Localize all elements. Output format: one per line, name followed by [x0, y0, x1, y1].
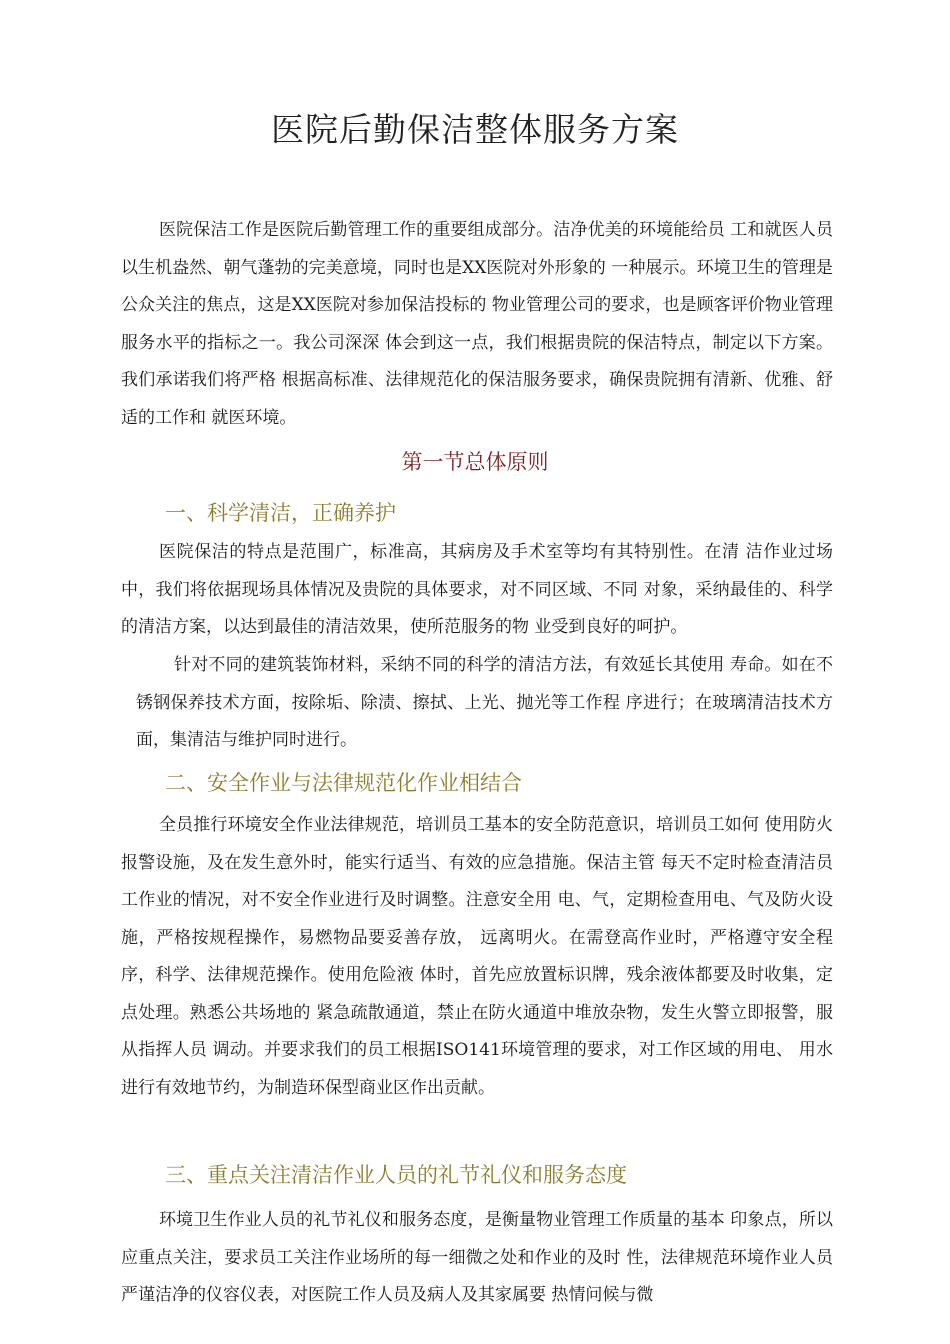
subsection-title-2: 二、安全作业与法律规范化作业相结合 — [165, 771, 522, 795]
subsection-title-3: 三、重点关注清洁作业人员的礼节礼仪和服务态度 — [165, 1163, 627, 1187]
subsection-3-paragraph: 环境卫生作业人员的礼节礼仪和服务态度，是衡量物业管理工作质量的基本 印象点，所以应重点关注，要求员工关注作业场所的每一细微之处和作业的及时 性，法律规范环境作业人员严谨洁净的仪容仪表，对医院工作人员及病人及其家属要 热情问候与微 — [121, 1210, 833, 1305]
subsection-2-paragraph: 全员推行环境安全作业法律规范，培训员工基本的安全防范意识，培训员工如何 使用防火报警设施，及在发生意外时，能实行适当、有效的应急措施。保洁主管 每天不定时检查清洁员工作业的情况，对不安全作业进行及时调整。注意安全用 电、气，定期检查用电、气及防火设施，严格按规程操作，易燃物品要妥善存放， 远离明火。在需登高作业时，严格遵守安全程序，科学、法律规范操作。使用危险液 体时，首先应放置标识牌，残余液体都要及时收集，定点处理。熟悉公共场地的 紧急疏散通道，禁止在防火通道中堆放杂物，发生火警立即报警，服从指挥人员 调动。并要求我们的员工根据ISO141环境管理的要求，对工作区域的用电、 用水进行有效地节约，为制造环保型商业区作出贡献。 — [121, 815, 833, 1098]
subsection-1-paragraph-1: 医院保洁的特点是范围广，标准高，其病房及手术室等均有其特别性。在清 洁作业过场中，我们将依据现场具体情况及贵院的具体要求，对不同区域、不同 对象，采纳最佳的、科学的清洁方案，以达到最佳的清洁效果，使所范服务的物 业受到良好的呵护。 — [121, 542, 833, 637]
section-title: 第一节总体原则 — [401, 450, 549, 474]
document-title: 医院后勤保洁整体服务方案 — [271, 110, 679, 149]
intro-paragraph: 医院保洁工作是医院后勤管理工作的重要组成部分。洁净优美的环境能给员 工和就医人员以生机盎然、朝气蓬勃的完美意境，同时也是XX医院对外形象的 一种展示。环境卫生的管理是公众关注的焦点，这是XX医院对参加保洁投标的 物业管理公司的要求，也是顾客评价物业管理服务水平的指标之一。我公司深深 体会到这一点，我们根据贵院的保洁特点，制定以下方案。我们承诺我们将严格 根据高标准、法律规范化的保洁服务要求，确保贵院拥有清新、优雅、舒适的工作和 就医环境。 — [121, 220, 833, 428]
subsection-1-paragraph-2: 针对不同的建筑装饰材料，采纳不同的科学的清洁方法，有效延长其使用 寿命。如在不锈钢保养技术方面，按除垢、除渍、擦拭、上光、抛光等工作程 序进行；在玻璃清洁技术方面，集清洁与维护同时进行。 — [136, 655, 833, 750]
subsection-title-1: 一、科学清洁，正确养护 — [165, 501, 396, 525]
